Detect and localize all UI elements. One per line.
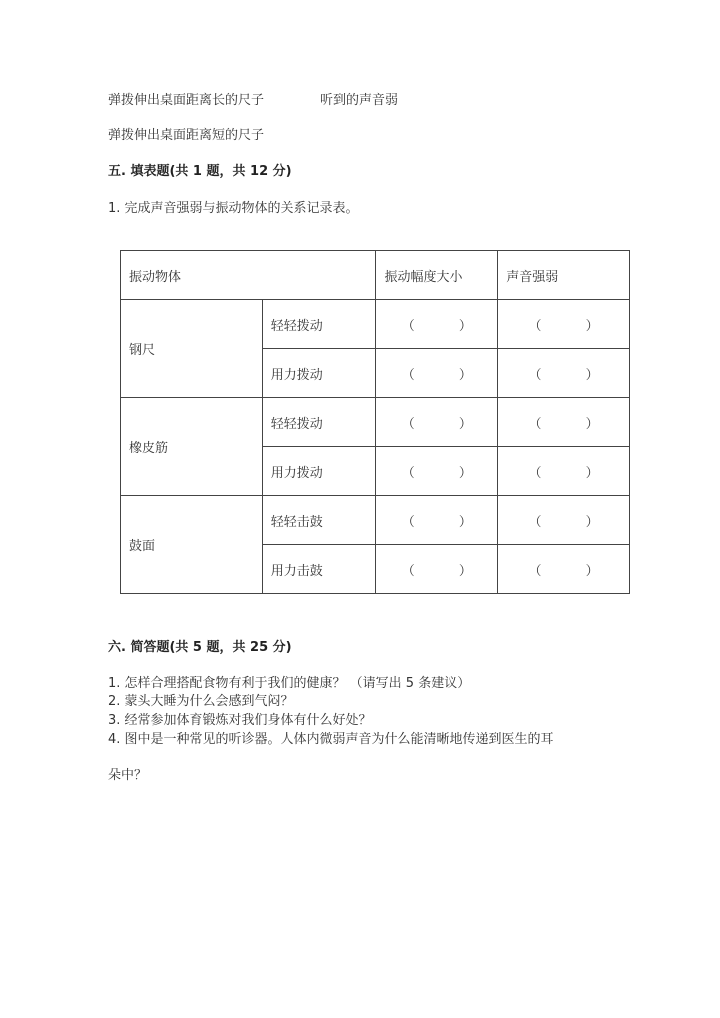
question-text: 3. 经常参加体育锻炼对我们身体有什么好处？ xyxy=(108,713,372,728)
action-cell: 用力击鼓 xyxy=(262,545,376,594)
action-cell: 用力拨动 xyxy=(262,447,376,496)
blank-cell[interactable]: （ ） xyxy=(498,300,630,349)
question-text: 朵中？ xyxy=(108,768,148,783)
option-text: 听到的声音弱 xyxy=(320,93,399,108)
blank-cell[interactable]: （ ） xyxy=(498,545,630,594)
blank-cell[interactable]: （ ） xyxy=(376,545,498,594)
blank-cell[interactable]: （ ） xyxy=(376,300,498,349)
question-text: 1. 怎样合理搭配食物有利于我们的健康？ （请写出 5 条建议） xyxy=(108,676,471,691)
blank-cell[interactable]: （ ） xyxy=(376,447,498,496)
blank-cell[interactable]: （ ） xyxy=(498,398,630,447)
question-text: 1. 完成声音强弱与振动物体的关系记录表。 xyxy=(108,201,359,216)
section-title: 五. 填表题(共 1 题，共 12 分) xyxy=(108,164,292,179)
blank-cell[interactable]: （ ） xyxy=(498,349,630,398)
blank-cell[interactable]: （ ） xyxy=(376,349,498,398)
action-cell: 用力拨动 xyxy=(262,349,376,398)
option-text: 弹拨伸出桌面距离短的尺子 xyxy=(108,128,265,143)
blank-cell[interactable]: （ ） xyxy=(376,398,498,447)
record-table xyxy=(120,250,630,594)
table-header: 振动幅度大小 xyxy=(376,251,498,300)
object-cell: 橡皮筋 xyxy=(121,398,263,496)
action-cell: 轻轻拨动 xyxy=(262,300,376,349)
table-header: 振动物体 xyxy=(121,251,376,300)
object-cell: 鼓面 xyxy=(121,496,263,594)
action-cell: 轻轻击鼓 xyxy=(262,496,376,545)
blank-cell[interactable]: （ ） xyxy=(498,447,630,496)
option-text: 弹拨伸出桌面距离长的尺子 xyxy=(108,93,265,108)
question-text: 4. 图中是一种常见的听诊器。人体内微弱声音为什么能清晰地传递到医生的耳 xyxy=(108,732,554,747)
table-header: 声音强弱 xyxy=(498,251,630,300)
blank-cell[interactable]: （ ） xyxy=(376,496,498,545)
question-text: 2. 蒙头大睡为什么会感到气闷？ xyxy=(108,694,294,709)
blank-cell[interactable]: （ ） xyxy=(498,496,630,545)
action-cell: 轻轻拨动 xyxy=(262,398,376,447)
object-cell: 钢尺 xyxy=(121,300,263,398)
section-title: 六. 简答题(共 5 题，共 25 分) xyxy=(108,640,292,655)
